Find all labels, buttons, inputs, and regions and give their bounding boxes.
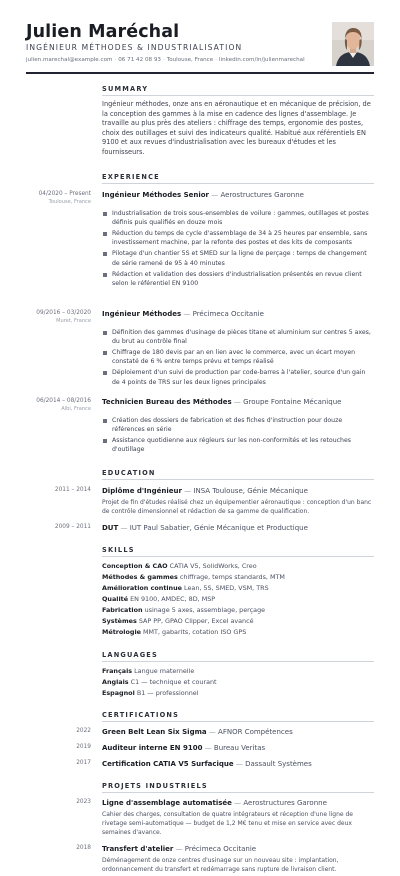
- education-dates: 2011 – 2014: [54, 487, 91, 493]
- project-name: Transfert d'atelier: [102, 845, 174, 853]
- skill-value: CATIA V5, SolidWorks, Creo: [169, 562, 257, 570]
- section-title-projects: PROJETS INDUSTRIELS: [102, 782, 208, 790]
- project-org: Précimeca Occitanie: [184, 845, 257, 853]
- header-divider: [26, 72, 374, 74]
- list-item: [102, 368, 374, 387]
- section-title-skills: SKILLS: [102, 546, 135, 554]
- project-name: Ligne d'assemblage automatisée: [102, 799, 232, 807]
- bullet-text: Réduction du temps de cycle d'assemblage de 34 à 25 heures par ensemble, sans investissement machine, par la refonte des postes et des kits de composants: [112, 230, 368, 247]
- profile-photo-image: [332, 22, 374, 66]
- job-company: Précimeca Occitanie: [192, 310, 264, 318]
- section-divider: [102, 183, 374, 184]
- job-heading: Technicien Bureau des Méthodes — Groupe Fontaine Mécanique: [102, 398, 342, 406]
- skill-value: SAP PP, GPAO Clipper, Excel avancé: [138, 617, 254, 625]
- skill-row: [102, 628, 246, 637]
- bullet-text: Assistance quotidienne aux régleurs sur les non-conformités et les retouches d'outillage: [112, 437, 351, 454]
- skill-row: [102, 562, 257, 571]
- skill-row: [102, 595, 215, 604]
- bullet-square-icon: [103, 232, 107, 236]
- list-item: [102, 328, 374, 347]
- certification-heading: Certification CATIA V5 Surfacique — Dassault Systèmes: [102, 760, 312, 768]
- skill-value: EN 9100, AMDEC, 8D, MSP: [130, 595, 216, 603]
- project-year: 2018: [76, 845, 91, 851]
- bullet-text: Création des dossiers de fabrication et des fiches d'instruction pour douze références en série: [112, 417, 343, 434]
- bullet-square-icon: [103, 273, 107, 277]
- job-heading: Ingénieur Méthodes Senior — Aerostructures Garonne: [102, 191, 304, 199]
- project-heading: Transfert d'atelier — Précimeca Occitanie: [102, 845, 257, 853]
- certification-issuer: AFNOR Compétences: [218, 728, 293, 736]
- job-location: Albi, France: [61, 406, 91, 412]
- section-title-summary: SUMMARY: [102, 85, 149, 93]
- list-item: [102, 249, 374, 268]
- skill-label: Métrologie: [102, 628, 141, 636]
- language-level: Langue maternelle: [134, 667, 195, 675]
- skill-value: Lean, 5S, SMED, VSM, TRS: [184, 584, 269, 592]
- project-description: Cahier des charges, consultation de quatre intégrateurs et réception d'une ligne de rivetage semi-automatique — budget de 1,2 M€ tenu et mise en service avec deux semaines d'avance.: [102, 811, 353, 836]
- job-bullets: [102, 209, 374, 290]
- language-level: C1 — technique et courant: [130, 678, 217, 686]
- education-description: Projet de fin d'études réalisé chez un équipementier aéronautique : conception d'un banc de contrôle dimensionnel et rédaction de sa gamme de qualification.: [102, 499, 372, 515]
- job-location: Toulouse, France: [48, 199, 91, 205]
- bullet-text: Industrialisation de trois sous-ensembles de voilure : gammes, outillages et postes définis puis qualifiés en douze mois: [112, 210, 369, 227]
- bullet-square-icon: [103, 371, 107, 375]
- education-degree: Diplôme d'Ingénieur: [102, 487, 182, 495]
- job-title: Technicien Bureau des Méthodes: [102, 398, 232, 406]
- skill-row: [102, 573, 285, 582]
- job-bullets: [102, 416, 374, 456]
- contact-line: [26, 56, 326, 64]
- skill-label: Conception & CAO: [102, 562, 168, 570]
- education-school: INSA Toulouse, Génie Mécanique: [193, 487, 308, 495]
- skill-label: Amélioration continue: [102, 584, 182, 592]
- profile-photo: [332, 22, 374, 66]
- bullet-square-icon: [103, 419, 107, 423]
- skill-value: MMT, gabarits, cotation ISO GPS: [143, 628, 247, 636]
- section-divider: [102, 721, 374, 722]
- section-title-languages: LANGUAGES: [102, 651, 158, 659]
- contact-linkedin[interactable]: linkedin.com/in/julienmarechal: [218, 57, 305, 63]
- language-row: [102, 667, 194, 676]
- candidate-name: Julien Maréchal: [26, 22, 180, 42]
- language-row: [102, 678, 217, 687]
- section-divider: [102, 95, 374, 96]
- list-item: [102, 209, 374, 228]
- section-divider: [102, 556, 374, 557]
- bullet-square-icon: [103, 252, 107, 256]
- bullet-text: Pilotage d'un chantier 5S et SMED sur la ligne de perçage : temps de changement de série ramené de 95 à 40 minutes: [112, 250, 367, 267]
- job-title: Ingénieur Méthodes Senior: [102, 191, 209, 199]
- contact-phone[interactable]: 06 71 42 08 93: [118, 57, 161, 63]
- resume-header: [26, 22, 326, 64]
- contact-separator: ·: [215, 57, 217, 63]
- skill-row: [102, 584, 269, 593]
- education-heading: DUT — IUT Paul Sabatier, Génie Mécanique et Productique: [102, 524, 308, 532]
- project-heading: Ligne d'assemblage automatisée — Aerostructures Garonne: [102, 799, 327, 807]
- bullet-text: Définition des gammes d'usinage de pièces titane et aluminium sur centres 5 axes, du brut au contrôle final: [112, 329, 371, 346]
- bullet-text: Rédaction et validation des dossiers d'industrialisation présentés en revue client selon le référentiel EN 9100: [112, 270, 362, 287]
- certification-year: 2022: [76, 728, 91, 734]
- contact-location: Toulouse, France: [166, 57, 214, 63]
- section-divider: [102, 479, 374, 480]
- contact-email[interactable]: julien.marechal@example.com: [26, 57, 113, 63]
- language-level: B1 — professionnel: [136, 689, 199, 697]
- language-row: [102, 689, 199, 698]
- certification-issuer: Dassault Systèmes: [245, 760, 312, 768]
- section-title-education: EDUCATION: [102, 469, 156, 477]
- section-title-experience: EXPERIENCE: [102, 173, 160, 181]
- job-location: Muret, France: [56, 318, 91, 324]
- project-org: Aerostructures Garonne: [243, 799, 327, 807]
- bullet-text: Déploiement d'un suivi de production par code-barres à l'atelier, source d'un gain de 4 points de TRS sur les deux lignes principales: [112, 369, 366, 386]
- certification-name: Green Belt Lean Six Sigma: [102, 728, 207, 736]
- section-divider: [102, 792, 374, 793]
- section-title-certifications: CERTIFICATIONS: [102, 711, 180, 719]
- job-company: Aerostructures Garonne: [220, 191, 304, 199]
- candidate-role: INGÉNIEUR MÉTHODES & INDUSTRIALISATION: [26, 43, 243, 52]
- education-heading: Diplôme d'Ingénieur — INSA Toulouse, Génie Mécanique: [102, 487, 308, 495]
- certification-issuer: Bureau Veritas: [213, 744, 266, 752]
- education-school: IUT Paul Sabatier, Génie Mécanique et Productique: [129, 524, 308, 532]
- job-dates: 04/2020 – Present: [38, 191, 91, 197]
- list-item: [102, 270, 374, 289]
- certification-heading: Auditeur interne EN 9100 — Bureau Veritas: [102, 744, 266, 752]
- list-item: [102, 436, 374, 455]
- job-company: Groupe Fontaine Mécanique: [243, 398, 342, 406]
- language-label: Espagnol: [102, 689, 135, 697]
- job-dates: 09/2016 – 03/2020: [36, 310, 91, 316]
- job-dates: 06/2014 – 08/2016: [36, 398, 91, 404]
- skill-value: chiffrage, temps standards, MTM: [179, 573, 285, 581]
- bullet-square-icon: [103, 331, 107, 335]
- section-divider: [102, 661, 374, 662]
- contact-separator: ·: [114, 57, 117, 63]
- summary-text: Ingénieur méthodes, onze ans en aéronautique et en mécanique de précision, de la conception des gammes à la mise en cadence des lignes d'assemblage. Je travaille au plus près des ateliers : chiffrage des temps, ergonomie des postes, choix des outillages et suivi des indicateurs qualité. Habitué aux référentiels EN 9100 et aux revues d'industrialisation avec les bureaux d'études et les fournisseurs.: [102, 100, 371, 156]
- project-year: 2023: [76, 799, 91, 805]
- certification-year: 2019: [76, 744, 91, 750]
- bullet-square-icon: [103, 212, 107, 216]
- skill-label: Fabrication: [102, 606, 143, 614]
- certification-name: Auditeur interne EN 9100: [102, 744, 203, 752]
- education-degree: DUT: [102, 524, 119, 532]
- project-description: Déménagement de onze centres d'usinage sur un nouveau site : implantation, ordonnancement du transfert et redémarrage sans rupture de livraison client.: [102, 857, 339, 873]
- certification-name: Certification CATIA V5 Surfacique: [102, 760, 234, 768]
- contact-separator: ·: [162, 57, 165, 63]
- job-heading: Ingénieur Méthodes — Précimeca Occitanie: [102, 310, 264, 318]
- skill-row: [102, 617, 254, 626]
- list-item: [102, 416, 374, 435]
- skill-row: [102, 606, 265, 615]
- bullet-square-icon: [103, 439, 107, 443]
- skill-value: usinage 5 axes, assemblage, perçage: [144, 606, 266, 614]
- skill-label: Méthodes & gammes: [102, 573, 178, 581]
- list-item: [102, 229, 374, 248]
- job-bullets: [102, 328, 374, 389]
- language-label: Anglais: [102, 678, 129, 686]
- bullet-text: Chiffrage de 180 devis par an en lien avec le commerce, avec un écart moyen constaté de 6 % entre temps prévu et temps réalisé: [112, 349, 356, 366]
- certification-year: 2017: [76, 760, 91, 766]
- language-label: Français: [102, 667, 133, 675]
- skill-label: Qualité: [102, 595, 129, 603]
- list-item: [102, 348, 374, 367]
- education-dates: 2009 – 2011: [54, 524, 91, 530]
- job-title: Ingénieur Méthodes: [102, 310, 182, 318]
- bullet-square-icon: [103, 351, 107, 355]
- certification-heading: Green Belt Lean Six Sigma — AFNOR Compétences: [102, 728, 293, 736]
- skill-label: Systèmes: [102, 617, 137, 625]
